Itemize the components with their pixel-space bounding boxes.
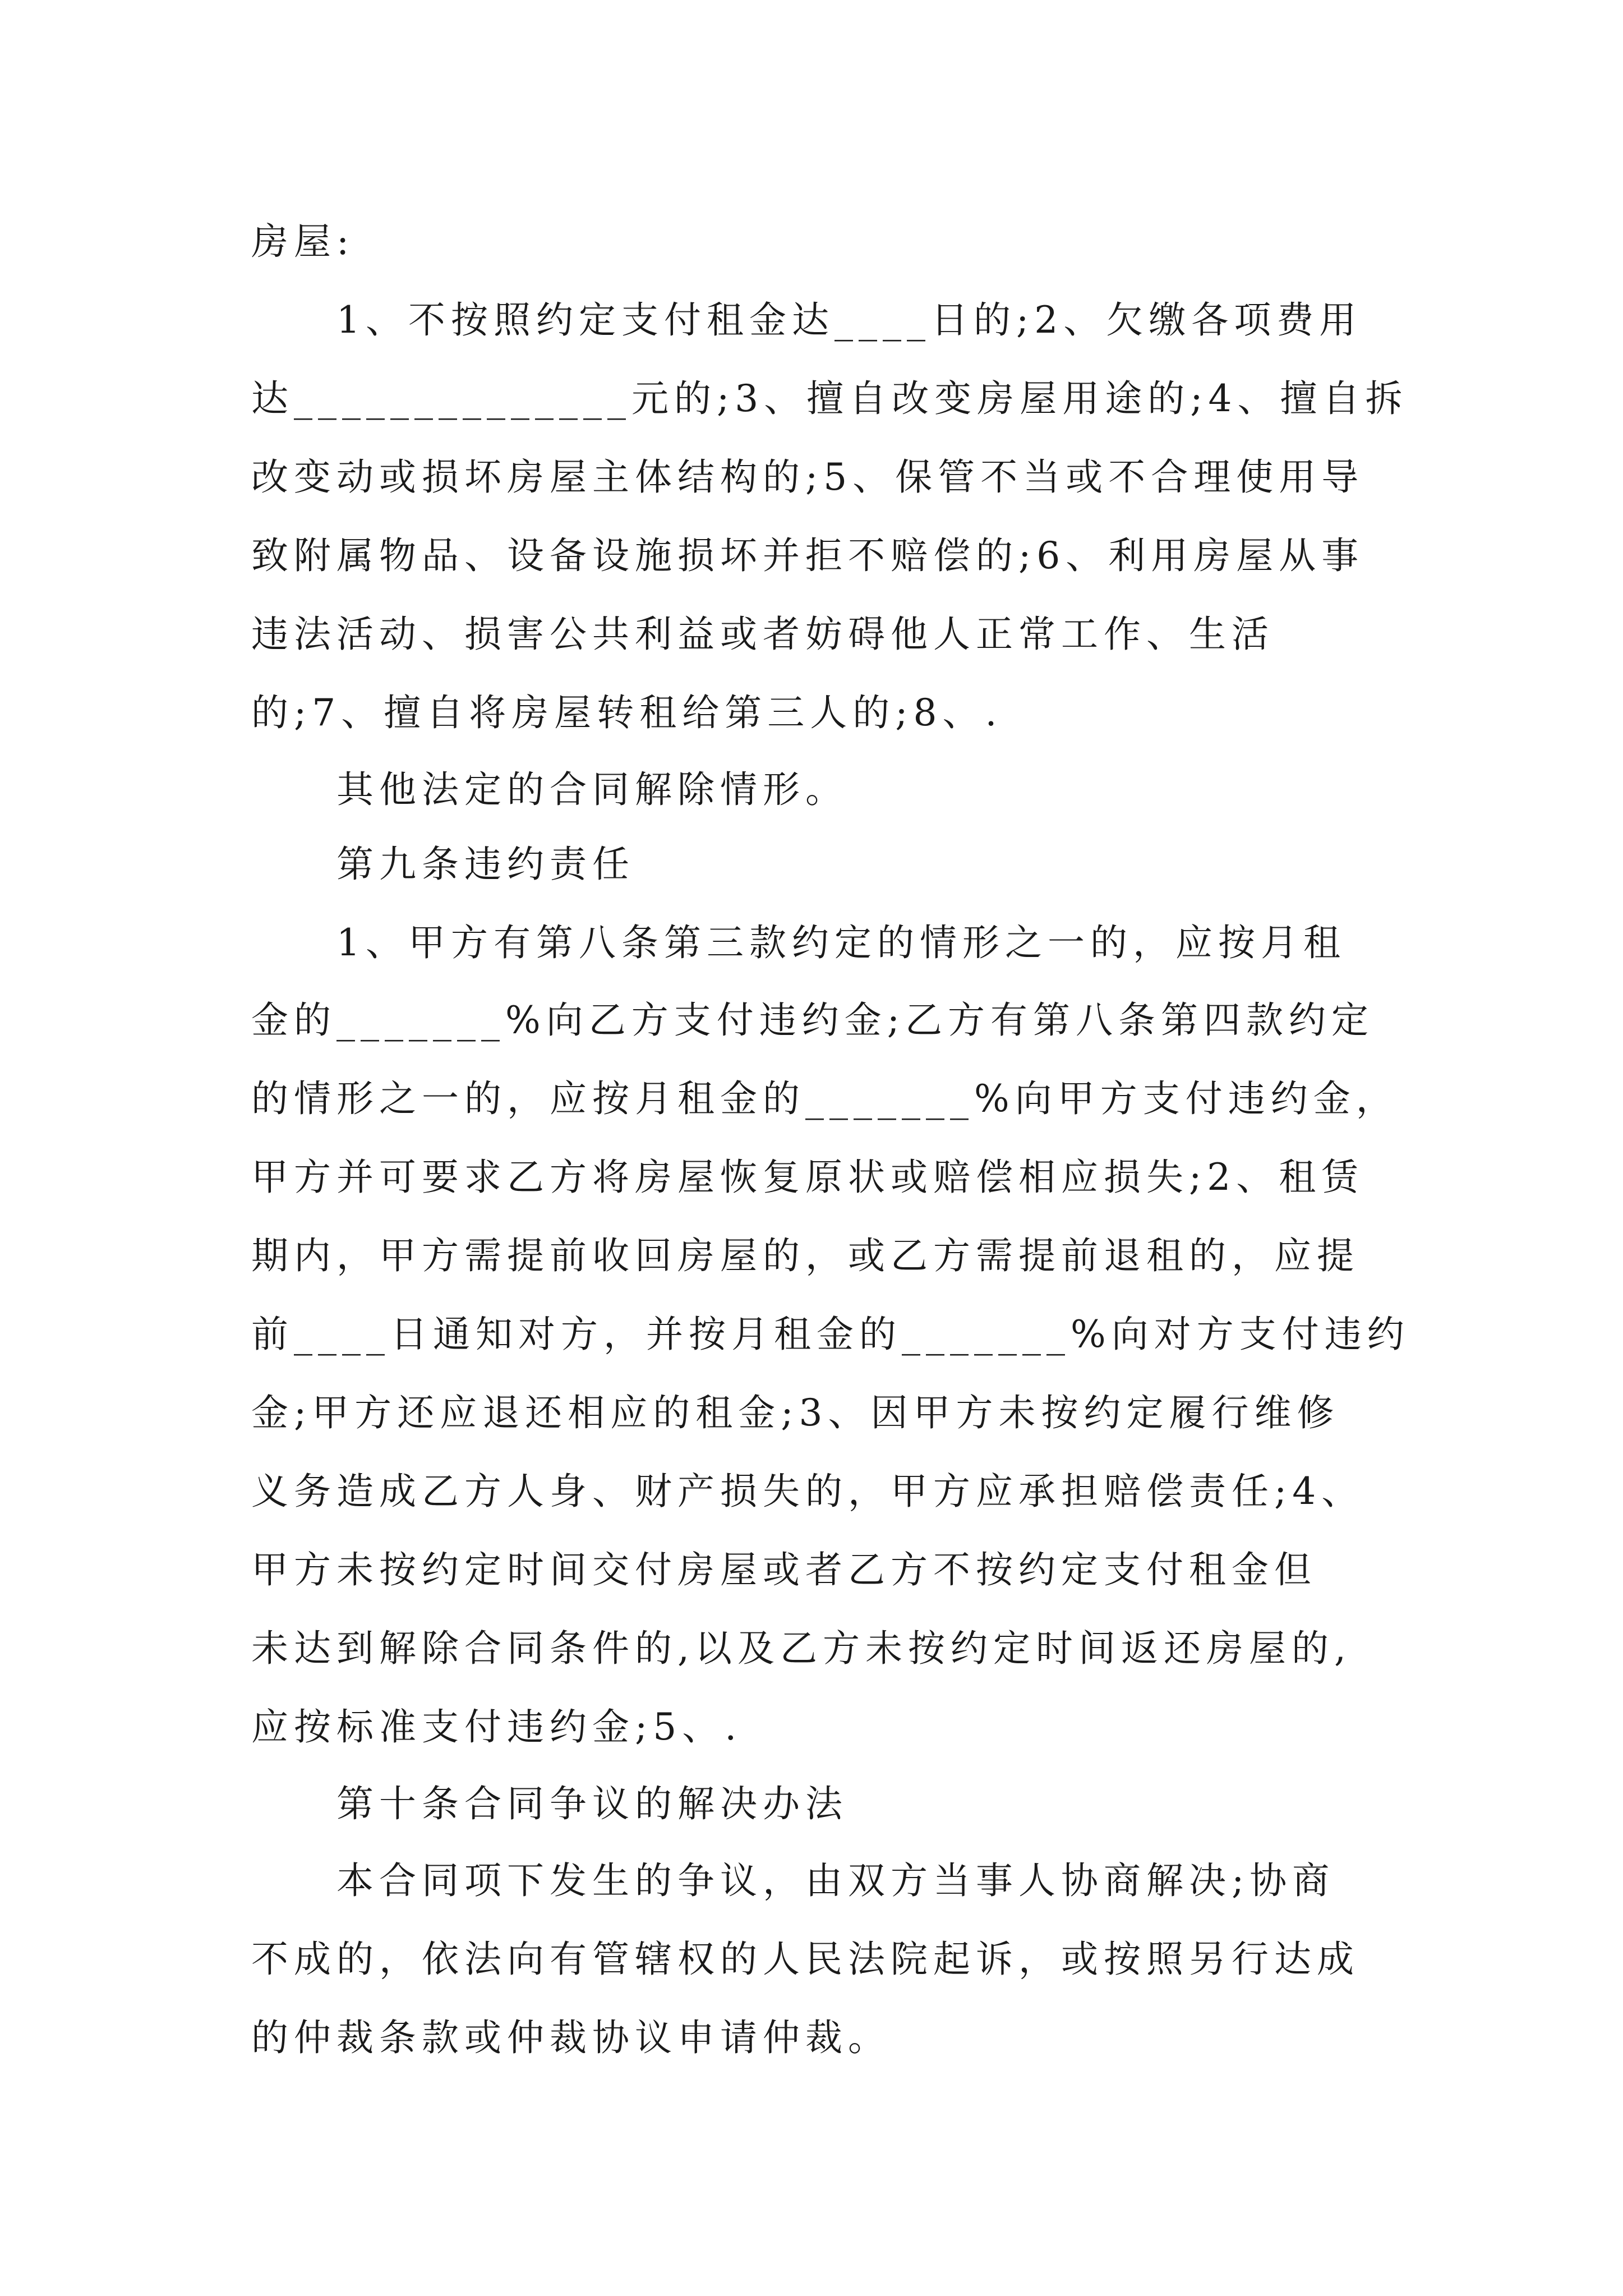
text-line-11: 金的_______%向乙方支付违约金;乙方有第八条第四款约定 — [251, 999, 1374, 1042]
text-line-23: 不成的，依法向有管辖权的人民法院起诉，或按照另行达成 — [251, 1938, 1359, 1981]
text-line-16: 金;甲方还应退还相应的租金;3、因甲方未按约定履行维修 — [251, 1391, 1340, 1434]
text-line-17: 义务造成乙方人身、财产损失的，甲方应承担赔偿责任;4、 — [251, 1470, 1364, 1513]
text-line-19: 未达到解除合同条件的,以及乙方未按约定时间返还房屋的, — [251, 1627, 1352, 1670]
text-line-15: 前____日通知对方，并按月租金的_______%向对方支付违约 — [251, 1313, 1410, 1356]
text-line-8: 其他法定的合同解除情形。 — [336, 768, 848, 811]
text-line-1: 房屋: — [251, 220, 355, 263]
text-line-10: 1、甲方有第八条第三款约定的情形之一的，应按月租 — [336, 921, 1346, 964]
text-line-2: 1、不按照约定支付租金达____日的;2、欠缴各项费用 — [336, 298, 1362, 342]
section-heading-10: 第十条合同争议的解决办法 — [336, 1782, 848, 1825]
text-line-7: 的;7、擅自将房屋转租给第三人的;8、. — [251, 691, 1003, 734]
text-line-14: 期内，甲方需提前收回房屋的，或乙方需提前退租的，应提 — [251, 1234, 1359, 1277]
text-line-18: 甲方未按约定时间交付房屋或者乙方不按约定支付租金但 — [251, 1548, 1317, 1591]
text-line-12: 的情形之一的，应按月租金的_______%向甲方支付违约金， — [251, 1077, 1399, 1120]
text-line-4: 改变动或损坏房屋主体结构的;5、保管不当或不合理使用导 — [251, 455, 1364, 499]
text-line-22: 本合同项下发生的争议，由双方当事人协商解决;协商 — [336, 1859, 1335, 1902]
section-heading-9: 第九条违约责任 — [336, 843, 635, 886]
text-line-13: 甲方并可要求乙方将房屋恢复原状或赔偿相应损失;2、租赁 — [251, 1156, 1364, 1199]
text-line-3: 达______________元的;3、擅自改变房屋用途的;4、擅自拆 — [251, 377, 1408, 420]
text-line-24: 的仲裁条款或仲裁协议申请仲裁。 — [251, 2016, 891, 2059]
text-line-6: 违法活动、损害公共利益或者妨碍他人正常工作、生活 — [251, 613, 1274, 656]
text-line-5: 致附属物品、设备设施损坏并拒不赔偿的;6、利用房屋从事 — [251, 534, 1364, 577]
text-line-20: 应按标准支付违约金;5、. — [251, 1705, 743, 1749]
